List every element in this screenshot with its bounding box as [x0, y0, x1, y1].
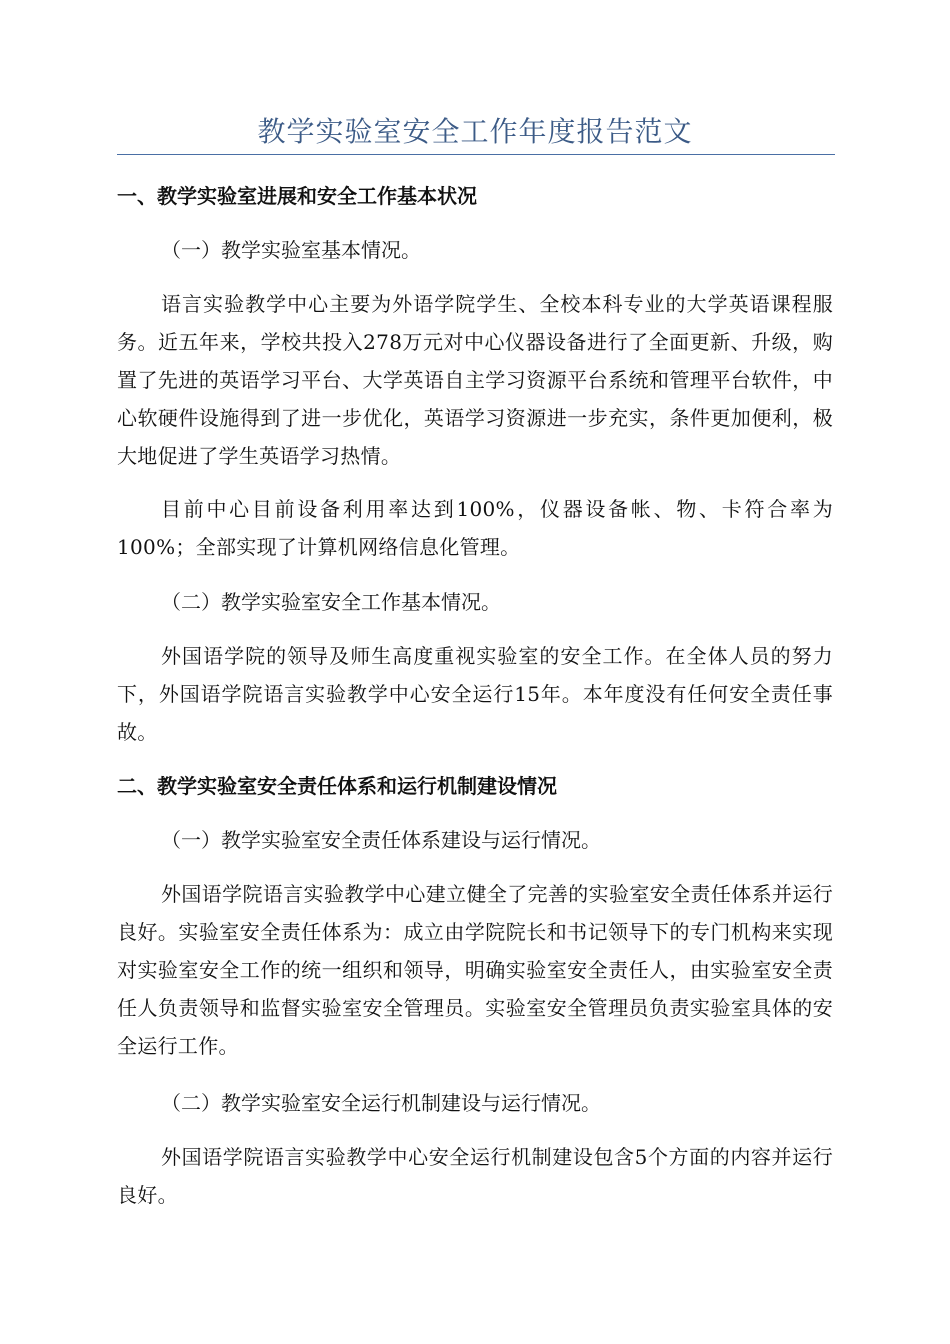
subsection-heading-1-1: （一）教学实验室基本情况。 [161, 238, 421, 262]
section-heading-1: 一、教学实验室进展和安全工作基本状况 [117, 184, 477, 208]
subsection-heading-2-2: （二）教学实验室安全运行机制建设与运行情况。 [161, 1091, 601, 1115]
subsection-heading-2-1: （一）教学实验室安全责任体系建设与运行情况。 [161, 828, 601, 852]
title-underline [117, 154, 835, 155]
paragraph-2-1: 外国语学院语言实验教学中心建立健全了完善的实验室安全责任体系并运行良好。实验室安全责任体系为：成立由学院院长和书记领导下的专门机构来实现对实验室安全工作的统一组织和领导，明确实验室安全责任人，由实验室安全责任人负责领导和监督实验室安全管理员。实验室安全管理员负责实验室具体的安全运行工作。 [117, 882, 833, 1058]
paragraph-1-1: 语言实验教学中心主要为外语学院学生、全校本科专业的大学英语课程服务。近五年来，学校共投入278万元对中心仪器设备进行了全面更新、升级，购置了先进的英语学习平台、大学英语自主学习资源平台系统和管理平台软件，中心软硬件设施得到了进一步优化，英语学习资源进一步充实，条件更加便利，极大地促进了学生英语学习热情。 [117, 292, 833, 468]
document-title: 教学实验室安全工作年度报告范文 [257, 115, 693, 148]
section-heading-2: 二、教学实验室安全责任体系和运行机制建设情况 [117, 774, 557, 798]
paragraph-1-3: 外国语学院的领导及师生高度重视实验室的安全工作。在全体人员的努力下，外国语学院语言实验教学中心安全运行15年。本年度没有任何安全责任事故。 [117, 644, 833, 744]
subsection-heading-1-2: （二）教学实验室安全工作基本情况。 [161, 590, 501, 614]
paragraph-1-2: 目前中心目前设备利用率达到100%，仪器设备帐、物、卡符合率为100%；全部实现了计算机网络信息化管理。 [117, 497, 833, 559]
paragraph-2-2: 外国语学院语言实验教学中心安全运行机制建设包含5个方面的内容并运行良好。 [117, 1145, 833, 1207]
